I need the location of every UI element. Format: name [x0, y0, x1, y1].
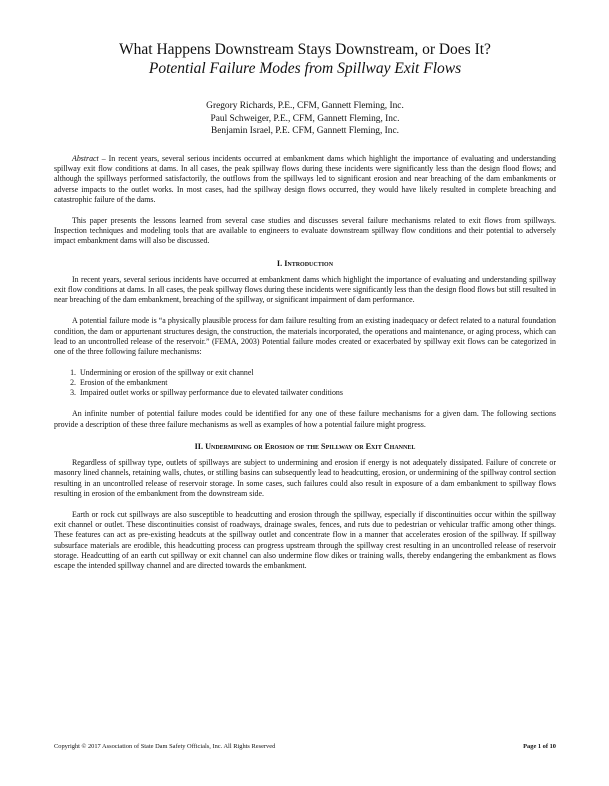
author-1: Gregory Richards, P.E., CFM, Gannett Fleming, Inc. [206, 101, 404, 111]
section2-paragraph-1: Regardless of spillway type, outlets of spillways are subject to undermining and erosion if energy is not adequately dissipated. Failure of concrete or masonry lined channels, retaining walls, chutes, or stilling basins can subsequently lead to headcutting, erosion, or undermining of the spillway control section resulting in an uncontrolled release of reservoir storage. In some cases, such failures could also result in exposure of a dam embankment to spillway flows resulting in erosion of the embankment from the downstream side. [54, 457, 556, 498]
section-heading-undermining: II. Undermining or Erosion of the Spillway or Exit Channel [194, 441, 416, 451]
intro-paragraph-3: An infinite number of potential failure modes could be identified for any one of these failure mechanisms for a given dam. The following sections provide a description of these three failure mechanisms as well as examples of how a potential failure might progress. [54, 409, 556, 429]
author-3: Benjamin Israel, P.E. CFM, Gannett Fleming, Inc. [211, 126, 399, 136]
copyright-notice: Copyright © 2017 Association of State Dam Safety Officials, Inc. All Rights Reserved [54, 743, 276, 750]
abstract-text: – In recent years, several serious incidents occurred at embankment dams which highlight the importance of evaluating and understanding spillway exit flow conditions at dams. In all cases, the peak spillway flows during these incidents were significantly less than the design flood flows; and although the spillways performed satisfactorily, the outflows from the spillways led to significant erosion and near breaching of the dam embankments or adverse impacts to the outlet works. In most cases, had the spillway design flows occurred, they would have likely resulted in complete breaching and catastrophic failure of the dams. [54, 153, 556, 204]
abstract-paragraph-2: This paper presents the lessons learned from several case studies and discusses several failure mechanisms related to exit flows from spillways. Inspection techniques and modeling tools that are available to engineers to evaluate downstream spillway flow conditions and their potential to adversely impact embankment dams will also be discussed. [54, 215, 556, 246]
page-title: What Happens Downstream Stays Downstream, or Does It? [119, 41, 491, 58]
failure-mechanism-list [54, 368, 556, 399]
abstract-label: Abstract [72, 153, 99, 163]
section-heading-introduction: I. Introduction [276, 258, 334, 268]
list-item: 1. Undermining or erosion of the spillway or exit channel [78, 368, 556, 378]
abstract-paragraph [54, 154, 556, 206]
section2-paragraph-2: Earth or rock cut spillways are also susceptible to headcutting and erosion through the spillway, especially if discontinuities occur within the spillway exit channel or outlet. These discontinuities consist of roadways, drainage swales, fences, and ruts due to pedestrian or vehicular traffic among other things. These features can act as pre-existing headcuts at the spillway outlet and concentrate flow in a manner that accelerates erosion of the spillway. If spillway subsurface materials are erodible, this headcutting process can progress upstream through the spillway crest resulting in an uncontrolled release of reservoir storage. Headcutting of an earth cut spillway or exit channel can also undermine flow dikes or training walls, thereby endangering the embankment as flows escape the intended spillway channel and are directed towards the embankment. [54, 509, 556, 571]
intro-paragraph-2: A potential failure mode is “a physically plausible process for dam failure resulting from an existing inadequacy or defect related to a natural foundation condition, the dam or appurtenant structures design, the construction, the materials incorporated, the operations and maintenance, or aging process, which can lead to an uncontrolled release of the reservoir.” (FEMA, 2003) Potential failure modes created or exacerbated by spillway exit flows can be categorized in one of the three following failure mechanisms: [54, 316, 556, 357]
document-page [54, 40, 556, 572]
author-2: Paul Schweiger, P.E., CFM, Gannett Fleming, Inc. [210, 113, 400, 124]
intro-paragraph-1: In recent years, several serious incidents have occurred at embankment dams which highlight the importance of evaluating and understanding spillway exit flow conditions at dams. In all cases, the peak spillway flows during these incidents were significantly less than the design flood flows but still resulted in near breaching of the dam embankment, breaching of the spillway, or significant impairment of dam performance. [54, 274, 556, 305]
page-subtitle: Potential Failure Modes from Spillway Exit Flows [148, 60, 462, 77]
page-number: Page 1 of 10 [523, 743, 556, 750]
list-item: 2. Erosion of the embankment [78, 378, 556, 388]
page-footer [54, 743, 556, 750]
author-list [54, 100, 556, 138]
list-item: 3. Impaired outlet works or spillway performance due to elevated tailwater conditions [78, 388, 556, 398]
